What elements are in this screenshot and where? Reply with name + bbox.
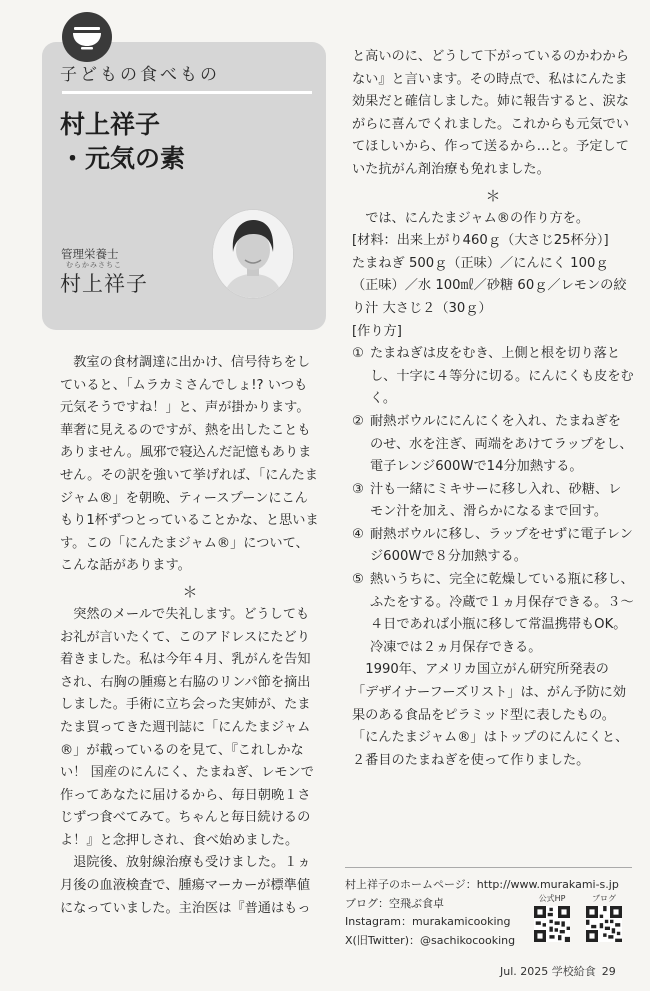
qr-code-icon[interactable] — [534, 906, 570, 942]
recipe-step — [352, 411, 634, 479]
step-text: 熱いうちに、完全に乾燥している瓶に移し、ふたをする。冷蔵で１ヵ月保存できる。３～４日であれば小瓶に移して常温携帯もOK。冷凍では２ヵ月保存できる。 — [370, 572, 634, 655]
step-number: ⑤ — [352, 572, 364, 588]
twitter-handle: X(旧Twitter)：@sachikocooking — [345, 933, 516, 947]
issue-label: Jul. 2025 学校給食 — [500, 965, 596, 978]
step-number: ④ — [352, 526, 364, 542]
series-title: 子どもの食べもの — [60, 65, 220, 85]
recipe-steps-header: [作り方] — [352, 323, 402, 339]
footer-divider — [345, 867, 632, 868]
qr-label: 公式HP — [538, 894, 566, 903]
blog-info: ブログ：空飛ぶ食卓 — [345, 896, 444, 910]
page-number: 29 — [601, 965, 616, 978]
series-underline — [62, 91, 312, 94]
section-separator: ＊ — [485, 186, 501, 205]
step-number: ③ — [352, 481, 364, 497]
author-portrait — [212, 209, 294, 299]
right-column — [352, 46, 634, 772]
author-ruby: むらかみさちこ — [66, 261, 122, 269]
title-line-1: 村上祥子 — [60, 110, 161, 139]
author-role: 管理栄養士 — [61, 247, 119, 261]
recipe-step — [352, 343, 634, 411]
section-separator: ＊ — [182, 582, 198, 601]
rice-bowl-icon — [71, 22, 103, 52]
recipe-step — [352, 524, 634, 569]
series-badge — [62, 12, 112, 62]
paragraph: 突然のメールで失礼します。どうしてもお礼が言いたくて、このアドレスにたどり着きました。私は今年４月、乳がんを告知され、右胸の腫瘍と右脇のリンパ節を摘出しました。手術に立ち会った実姉が、たまたま買ってきた週刊誌に「にんたまジャム®」が載っているのを見て、『これしかない！ 国産のにんにく、たまねぎ、レモンで作ってあなたに届けるから、毎日朝晩１さじずつ食べてみて。ちゃんと毎日続けるのよ！』と念押しされ、食べ始めました。 — [60, 606, 314, 848]
author-name: 村上祥子 — [60, 272, 148, 296]
qr-label: ブログ — [592, 894, 616, 903]
closing-paragraph: 1990年、アメリカ国立がん研究所発表の「デザイナーフーズリスト」は、がん予防に効果のある食品をピラミッド型に表したもの。「にんたまジャム®」はトップのにんにくと、２番目のたまねぎを使って作りました。 — [352, 662, 629, 768]
footer-info — [345, 876, 619, 950]
left-column — [60, 352, 320, 920]
portrait-illustration — [213, 210, 293, 298]
paragraph: 教室の食材調達に出かけ、信号待ちをしていると、「ムラカミさんでしょ!? いつも元気そうですね！」と、声が掛かります。華奢に見えるのですが、熱を出したこともありません。風邪で寝込んだ記憶もありません。その訳を強いて挙げれば、「にんたまジャム®」を朝晩、ティースプーンにこんもり1杯ずつとっていることかな、と思います。この「にんたまジャム®」について、こんな話があります。 — [60, 355, 319, 574]
step-text: たまねぎは皮をむき、上側と根を切り落とし、十字に４等分に切る。にんにくも皮をむく。 — [370, 346, 634, 407]
step-number: ② — [352, 413, 364, 429]
step-text: 耐熱ボウルににんにくを入れ、たまねぎをのせ、水を注ぎ、両端をあけてラップをし、電子レンジ600Wで14分加熱する。 — [370, 413, 633, 475]
homepage-link[interactable]: 村上祥子のホームページ：http://www.murakami-s.jp — [345, 878, 619, 891]
recipe-intro: では、にんたまジャム®の作り方を。 — [365, 210, 590, 226]
step-text: 耐熱ボウルに移し、ラップをせずに電子レンジ600Wで８分加熱する。 — [370, 526, 633, 565]
recipe-step — [352, 569, 634, 659]
qr-blog — [584, 894, 624, 942]
article-title — [60, 108, 185, 176]
instagram-handle: Instagram：murakamicooking — [345, 915, 511, 928]
recipe-ingredients: [材料：出来上がり460ｇ（大さじ25杯分）] たまねぎ 500ｇ（正味）／にんにく 100ｇ（正味）／水 100㎖／砂糖 60ｇ／レモンの絞り汁 大さじ２（30ｇ） — [352, 233, 627, 316]
step-number: ① — [352, 346, 364, 362]
page-folio — [500, 963, 616, 979]
qr-code-icon[interactable] — [586, 906, 622, 942]
paragraph: 退院後、放射線治療も受けました。１ヵ月後の血液検査で、腫瘍マーカーが標準値になっていました。主治医は『普通はもっ — [60, 855, 311, 916]
qr-homepage — [532, 894, 572, 942]
recipe-step — [352, 479, 634, 524]
title-line-2: ・元気の素 — [60, 144, 186, 173]
paragraph: と高いのに、どうして下がっているのかわからない』と言います。その時点で、私はにんたま効果だと確信しました。姉に報告すると、涙ながらに喜んでくれました。これからも元気でいてほしいから、作って送るから…と。予定していた抗がん剤治療も免れました。 — [352, 49, 629, 177]
step-text: 汁も一緒にミキサーに移し入れ、砂糖、レモン汁を加え、滑らかになるまで回す。 — [370, 481, 622, 520]
